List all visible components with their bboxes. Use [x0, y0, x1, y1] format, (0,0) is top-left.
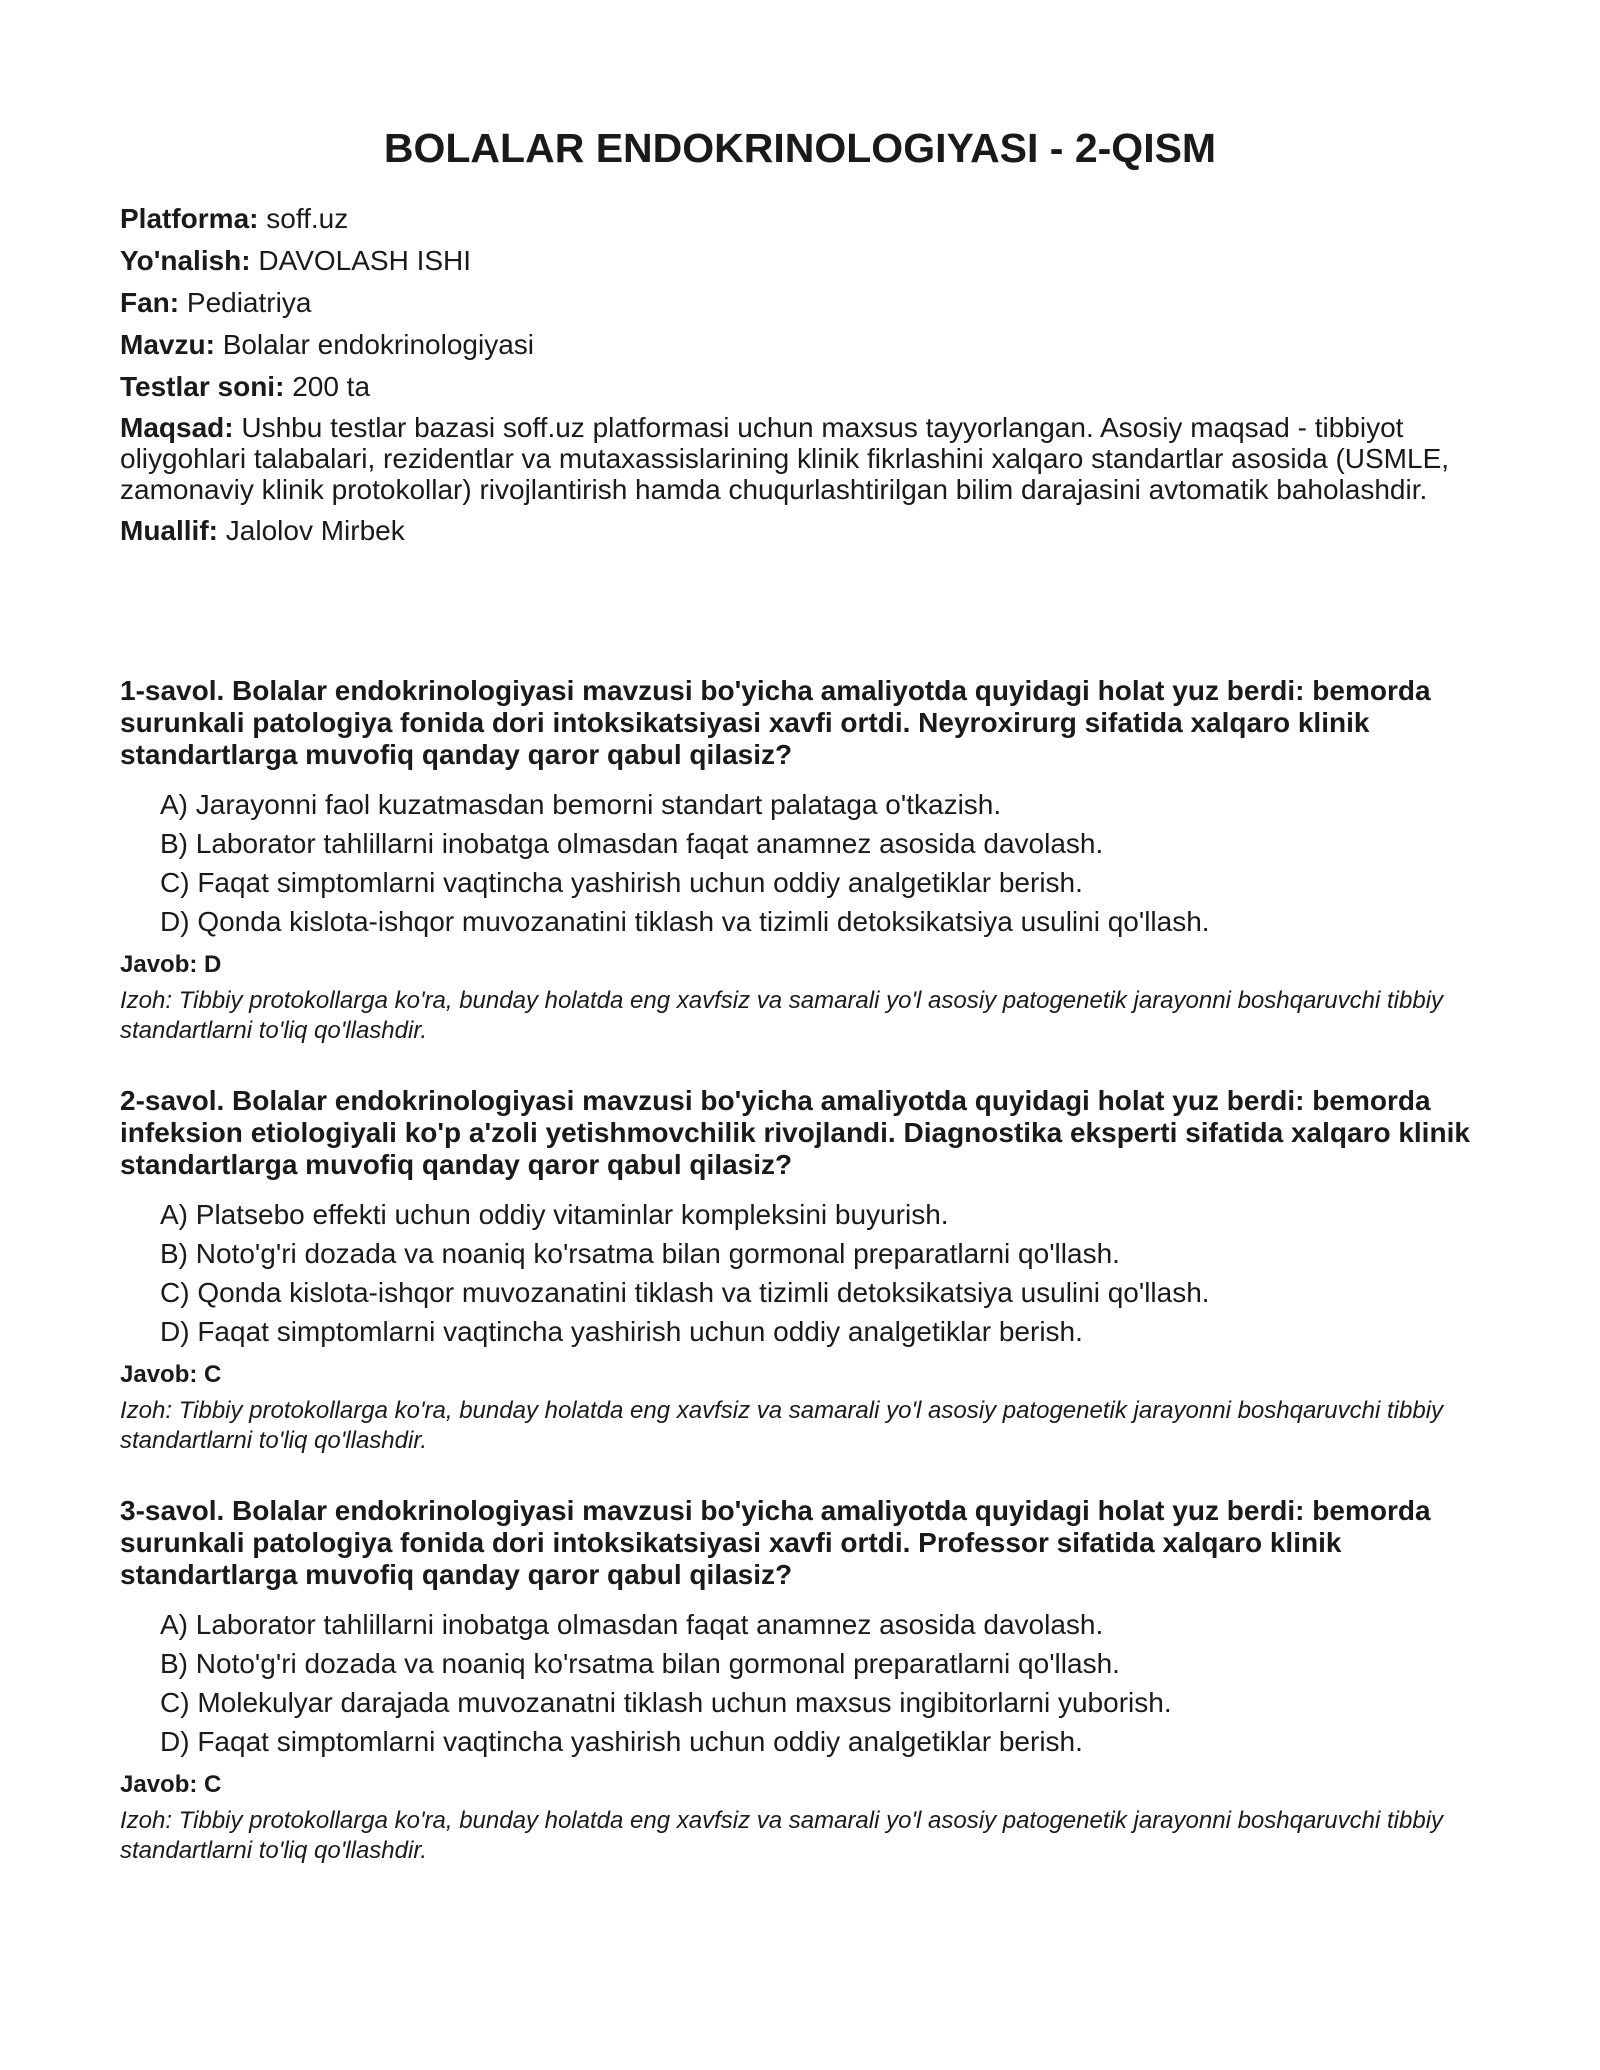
explanation-note: Izoh: Tibbiy protokollarga ko'ra, bunday holatda eng xavfsiz va samarali yo'l asosiy patogenetik jarayonni boshqaruvchi tibbiy standartlarni to'liq qo'llashdir.	[120, 1397, 1444, 1454]
option-a: A) Jarayonni faol kuzatmasdan bemorni standart palataga o'tkazish.	[160, 789, 1002, 820]
option-list	[160, 785, 1480, 941]
meta-label: Maqsad:	[120, 412, 234, 443]
meta-value: Ushbu testlar bazasi soff.uz platformasi uchun maxsus tayyorlangan. Asosiy maqsad - tibbiyot oliygohlari talabalari, rezidentlar va mutaxassislarining klinik fikrlashini xalqaro standartlar asosida (USMLE, zamonaviy klinik protokollar) rivojlantirish hamda chuqurlashtirilgan bilim darajasini avtomatik baholashdir.	[120, 412, 1450, 505]
option-a: A) Laborator tahlillarni inobatga olmasdan faqat anamnez asosida davolash.	[160, 1609, 1104, 1640]
question-1	[120, 675, 1480, 1085]
answer-label: Javob: C	[120, 1361, 222, 1388]
meta-label: Testlar soni:	[120, 371, 285, 402]
option-b: B) Laborator tahlillarni inobatga olmasdan faqat anamnez asosida davolash.	[160, 828, 1104, 859]
explanation-note: Izoh: Tibbiy protokollarga ko'ra, bunday holatda eng xavfsiz va samarali yo'l asosiy patogenetik jarayonni boshqaruvchi tibbiy standartlarni to'liq qo'llashdir.	[120, 1807, 1444, 1864]
option-d: D) Faqat simptomlarni vaqtincha yashirish uchun oddiy analgetiklar berish.	[160, 1316, 1083, 1347]
question-text: 3-savol. Bolalar endokrinologiyasi mavzusi bo'yicha amaliyotda quyidagi holat yuz berdi: bemorda surunkali patologiya fonida dori intoksikatsiyasi xavfi ortdi. Professor sifatida xalqaro klinik standartlarga muvofiq qanday qaror qabul qilasiz?	[120, 1495, 1431, 1590]
meta-value: Jalolov Mirbek	[225, 515, 405, 546]
option-list	[160, 1605, 1480, 1761]
explanation-note: Izoh: Tibbiy protokollarga ko'ra, bunday holatda eng xavfsiz va samarali yo'l asosiy patogenetik jarayonni boshqaruvchi tibbiy standartlarni to'liq qo'llashdir.	[120, 987, 1444, 1044]
answer-label: Javob: C	[120, 1771, 222, 1798]
meta-purpose	[120, 412, 1480, 505]
meta-label: Mavzu:	[120, 329, 215, 360]
option-a: A) Platsebo effekti uchun oddiy vitaminlar kompleksini buyurish.	[160, 1199, 949, 1230]
meta-topic	[120, 328, 1480, 361]
meta-value: soff.uz	[266, 203, 349, 234]
meta-value: DAVOLASH ISHI	[258, 245, 472, 276]
answer-label: Javob: D	[120, 951, 222, 978]
question-text: 1-savol. Bolalar endokrinologiyasi mavzusi bo'yicha amaliyotda quyidagi holat yuz berdi: bemorda surunkali patologiya fonida dori intoksikatsiyasi xavfi ortdi. Neyroxirurg sifatida xalqaro klinik standartlarga muvofiq qanday qaror qabul qilasiz?	[120, 675, 1431, 770]
option-b: B) Noto'g'ri dozada va noaniq ko'rsatma bilan gormonal preparatlarni qo'llash.	[160, 1648, 1120, 1679]
document-title: BOLALAR ENDOKRINOLOGIYASI - 2-QISM	[383, 125, 1217, 171]
meta-value: Pediatriya	[186, 287, 312, 318]
meta-subject	[120, 286, 1480, 319]
option-b: B) Noto'g'ri dozada va noaniq ko'rsatma bilan gormonal preparatlarni qo'llash.	[160, 1238, 1120, 1269]
meta-value: Bolalar endokrinologiyasi	[222, 329, 534, 360]
meta-author	[120, 514, 1480, 547]
option-c: C) Qonda kislota-ishqor muvozanatini tiklash va tizimli detoksikatsiya usulini qo'llash.	[160, 1277, 1210, 1308]
meta-label: Yo'nalish:	[120, 245, 251, 276]
question-text: 2-savol. Bolalar endokrinologiyasi mavzusi bo'yicha amaliyotda quyidagi holat yuz berdi: bemorda infeksion etiologiyali ko'p a'zoli yetishmovchilik rivojlandi. Diagnostika eksperti sifatida xalqaro klinik standartlarga muvofiq qanday qaror qabul qilasiz?	[120, 1085, 1470, 1180]
option-d: D) Faqat simptomlarni vaqtincha yashirish uchun oddiy analgetiklar berish.	[160, 1726, 1083, 1757]
meta-value: 200 ta	[292, 371, 371, 402]
meta-label: Platforma:	[120, 203, 259, 234]
meta-label: Muallif:	[120, 515, 218, 546]
meta-test-count	[120, 370, 1480, 403]
question-3	[120, 1495, 1480, 1905]
question-list	[120, 675, 1480, 1905]
question-2	[120, 1085, 1480, 1495]
meta-direction	[120, 244, 1480, 277]
option-c: C) Molekulyar darajada muvozanatni tiklash uchun maxsus ingibitorlarni yuborish.	[160, 1687, 1172, 1718]
option-d: D) Qonda kislota-ishqor muvozanatini tiklash va tizimli detoksikatsiya usulini qo'llash.	[160, 906, 1210, 937]
option-list	[160, 1195, 1480, 1351]
meta-label: Fan:	[120, 287, 180, 318]
meta-platform	[120, 202, 1480, 235]
option-c: C) Faqat simptomlarni vaqtincha yashirish uchun oddiy analgetiklar berish.	[160, 867, 1083, 898]
document-meta	[120, 202, 1480, 556]
